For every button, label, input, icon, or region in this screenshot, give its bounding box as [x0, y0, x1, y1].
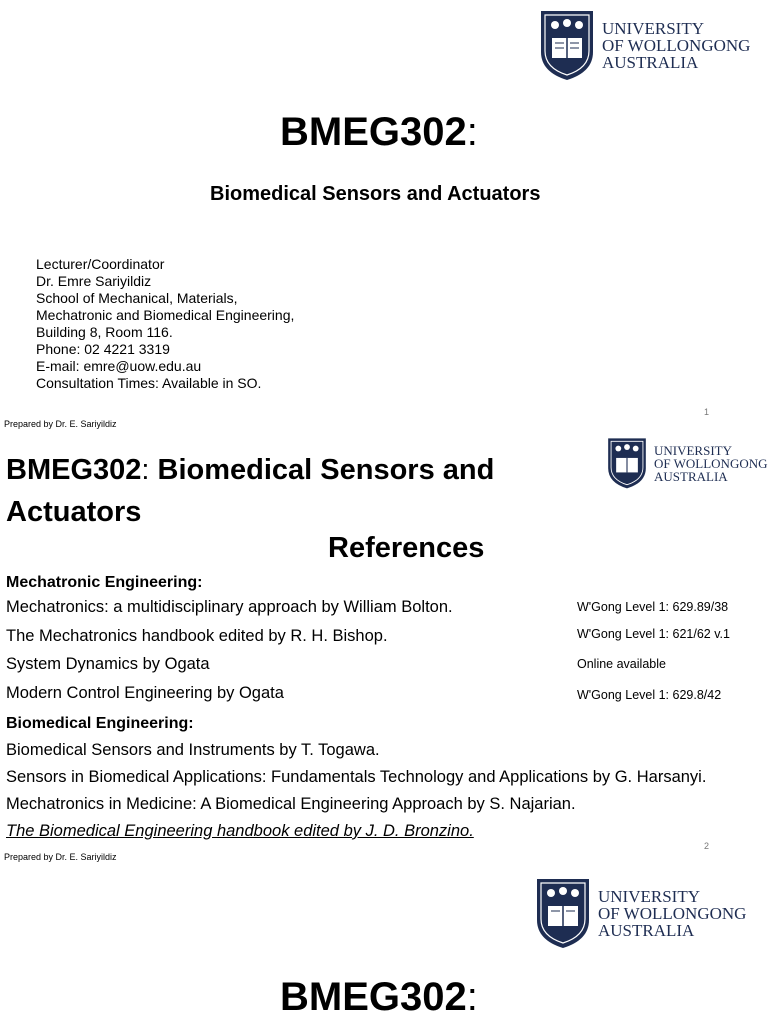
loc-bishop: W'Gong Level 1: 621/62 v.1 [577, 627, 730, 641]
contact-school-1: School of Mechanical, Materials, [36, 290, 238, 306]
university-logo-slide2 [606, 436, 768, 490]
slide2-page-number: 2 [704, 841, 710, 851]
slide2-title-colon: : [141, 454, 150, 486]
ref-togawa: Biomedical Sensors and Instruments by T. Togawa. [6, 741, 380, 759]
logo-line-wollongong: OF WOLLONGONG [598, 903, 747, 923]
contact-role: Lecturer/Coordinator [36, 256, 165, 272]
slide1-course-code: BMEG302 [280, 110, 467, 154]
contact-room: Building 8, Room 116. [36, 324, 173, 340]
ref-bronzino: The Biomedical Engineering handbook edited by J. D. Bronzino. [6, 822, 474, 840]
slide1-page-number: 1 [704, 407, 710, 417]
slide2-title [6, 449, 494, 533]
section-mechatronic-heading: Mechatronic Engineering: [6, 574, 203, 591]
ref-bishop: The Mechatronics handbook edited by R. H. Bishop. [6, 627, 388, 645]
ref-bolton: Mechatronics: a multidisciplinary approach by William Bolton. [6, 598, 453, 616]
logo-line-university: UNIVERSITY [598, 886, 700, 906]
university-crest-icon [606, 436, 648, 490]
slide1-footer: Prepared by Dr. E. Sariyildiz [4, 419, 117, 429]
contact-consultation: Consultation Times: Available in SO. [36, 375, 262, 391]
logo-line-australia: AUSTRALIA [598, 920, 695, 940]
slide3-course-code: BMEG302 [280, 975, 467, 1019]
logo-line-university: UNIVERSITY [654, 442, 732, 458]
contact-name: Dr. Emre Sariyildiz [36, 273, 152, 289]
university-logo [538, 8, 750, 82]
slide2-title-line2: Actuators [6, 496, 142, 528]
loc-bolton: W'Gong Level 1: 629.89/38 [577, 600, 729, 614]
ref-modern-control: Modern Control Engineering by Ogata [6, 684, 284, 702]
logo-line-wollongong: OF WOLLONGONG [602, 35, 751, 55]
slide3-title-colon: : [466, 975, 478, 1019]
ref-najarian: Mechatronics in Medicine: A Biomedical Engineering Approach by S. Najarian. [6, 795, 576, 813]
references-heading: References [328, 532, 485, 564]
university-logo-slide3 [534, 876, 746, 950]
contact-email: E-mail: emre@uow.edu.au [36, 358, 202, 374]
logo-line-university: UNIVERSITY [602, 18, 704, 38]
slide1-subtitle: Biomedical Sensors and Actuators [210, 183, 541, 205]
logo-line-wollongong: OF WOLLONGONG [654, 455, 768, 471]
contact-block [36, 256, 294, 392]
slide2-course-code: BMEG302 [6, 454, 142, 486]
contact-phone: Phone: 02 4221 3319 [36, 341, 170, 357]
slide3-title [280, 975, 478, 1020]
university-crest-icon [534, 876, 592, 950]
loc-system-dynamics: Online available [577, 657, 666, 671]
slide2-footer: Prepared by Dr. E. Sariyildiz [4, 852, 117, 862]
logo-line-australia: AUSTRALIA [654, 468, 728, 484]
ref-harsanyi: Sensors in Biomedical Applications: Fundamentals Technology and Applications by G. Harsanyi. [6, 768, 707, 786]
slide1-title [280, 110, 478, 155]
contact-school-2: Mechatronic and Biomedical Engineering, [36, 307, 295, 323]
logo-line-australia: AUSTRALIA [602, 52, 699, 72]
slide1-title-colon: : [466, 110, 478, 154]
university-crest-icon [538, 8, 596, 82]
section-biomedical-heading: Biomedical Engineering: [6, 715, 194, 732]
loc-modern-control: W'Gong Level 1: 629.8/42 [577, 688, 722, 702]
slide2-title-rest: Biomedical Sensors and [149, 454, 495, 486]
ref-system-dynamics: System Dynamics by Ogata [6, 655, 210, 673]
